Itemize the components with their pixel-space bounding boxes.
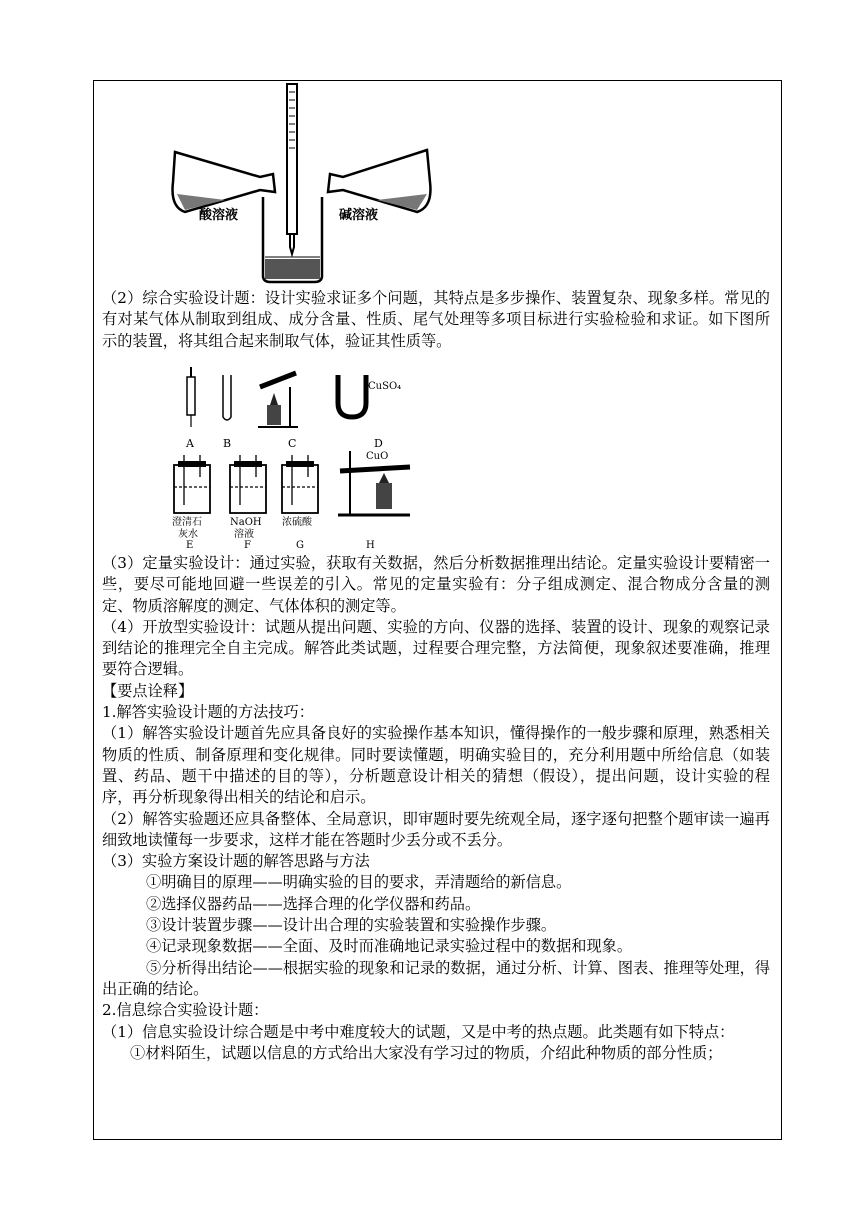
paragraph-comprehensive-design: （2）综合实验设计题：设计实验求证多个问题，其特点是多步操作、装置复杂、现象多样。常见的有对某气体从制取到组成、成分含量、性质、尾气处理等多项目标进行实验检验和求证。如下图所示的装置，将其组合起来制取气体，验证其性质等。 (102, 289, 770, 350)
f-reagent-line2: 溶液 (234, 529, 254, 540)
label-g: G (296, 540, 304, 551)
step-2: ②选择仪器药品——选择合理的化学仪器和药品。 (146, 894, 481, 913)
base-solution-label: 碱溶液 (339, 208, 379, 223)
acid-solution-label: 酸溶液 (199, 208, 239, 223)
f-reagent-line1: NaOH (230, 517, 262, 528)
paragraph-info-feature-1: ①材料陌生，试题以信息的方式给出大家没有学习过的物质，介绍此种物质的部分性质； (130, 1043, 723, 1062)
step-3: ③设计装置步骤——设计出合理的实验装置和实验操作步骤。 (146, 916, 557, 935)
paragraph-open-design: （4）开放型实验设计：试题从提出问题、实验的方向、仪器的选择、装置的设计、现象的观察记录到结论的推理完全自主完成。解答此类试题，过程要合理完整，方法简便，现象叙述要准确，推理要符合逻辑。 (102, 617, 770, 679)
step-1: ①明确目的原理——明确实验的目的要求，弄清题给的新信息。 (146, 873, 572, 892)
cuso4-label: CuSO₄ (368, 381, 402, 392)
apparatus-figure (170, 365, 420, 551)
label-h: H (366, 540, 375, 551)
step-5: ⑤分析得出结论——根据实验的现象和记录的数据，通过分析、计算、图表、推理等处理，得出正确的结论。 (102, 958, 770, 998)
label-c: C (288, 437, 297, 450)
paragraph-tip-1: （1）解答实验设计题首先应具备良好的实验操作基本知识，懂得操作的一般步骤和原理，熟悉相关物质的性质、制备原理和变化规律。同时要读懂题，明确实验目的，充分利用题中所给信息（如装置、药品、题干中描述的目的等），分析题意设计相关的猜想（假设），提出问题，设计实验的程序，再分析现象得出相关的结论和启示。 (102, 724, 770, 807)
paragraph-info-design-1: （1）信息实验设计综合题是中考中难度较大的试题，又是中考的热点题。此类题有如下特点： (102, 1022, 735, 1041)
e-reagent-line2: 灰水 (178, 529, 198, 540)
label-a: A (186, 437, 194, 450)
step-4: ④记录现象数据——全面、及时而准确地记录实验过程中的数据和现象。 (146, 937, 632, 956)
cuo-label: CuO (366, 451, 389, 462)
g-reagent: 浓硫酸 (282, 517, 312, 528)
paragraph-tip-3: （3）实验方案设计题的解答思路与方法 (102, 852, 370, 871)
e-reagent-line1: 澄清石 (172, 517, 202, 528)
heading-method-tips: 1.解答实验设计题的方法技巧： (102, 703, 314, 722)
paragraph-quantitative-design: （3）定量实验设计：通过实验，获取有关数据，然后分析数据推理出结论。定量实验设计要精密一些，要尽可能地回避一些误差的引入。常见的定量实验有：分子组成测定、混合物成分含量的测定、物质溶解度的测定、气体体积的测定等。 (102, 554, 770, 615)
paragraph-tip-2: （2）解答实验题还应具备整体、全局意识，即审题时要先统观全局，逐字逐句把整个题审读一遍再细致地读懂每一步要求，这样才能在答题时少丢分或不丢分。 (102, 809, 770, 849)
heading-info-design: 2.信息综合实验设计题： (102, 1001, 269, 1020)
label-e: E (186, 540, 194, 551)
label-f: F (244, 540, 251, 551)
section-heading-key-points: 【要点诠释】 (102, 681, 194, 700)
label-d: D (374, 437, 383, 450)
label-b: B (223, 437, 232, 450)
titration-figure (165, 82, 435, 287)
